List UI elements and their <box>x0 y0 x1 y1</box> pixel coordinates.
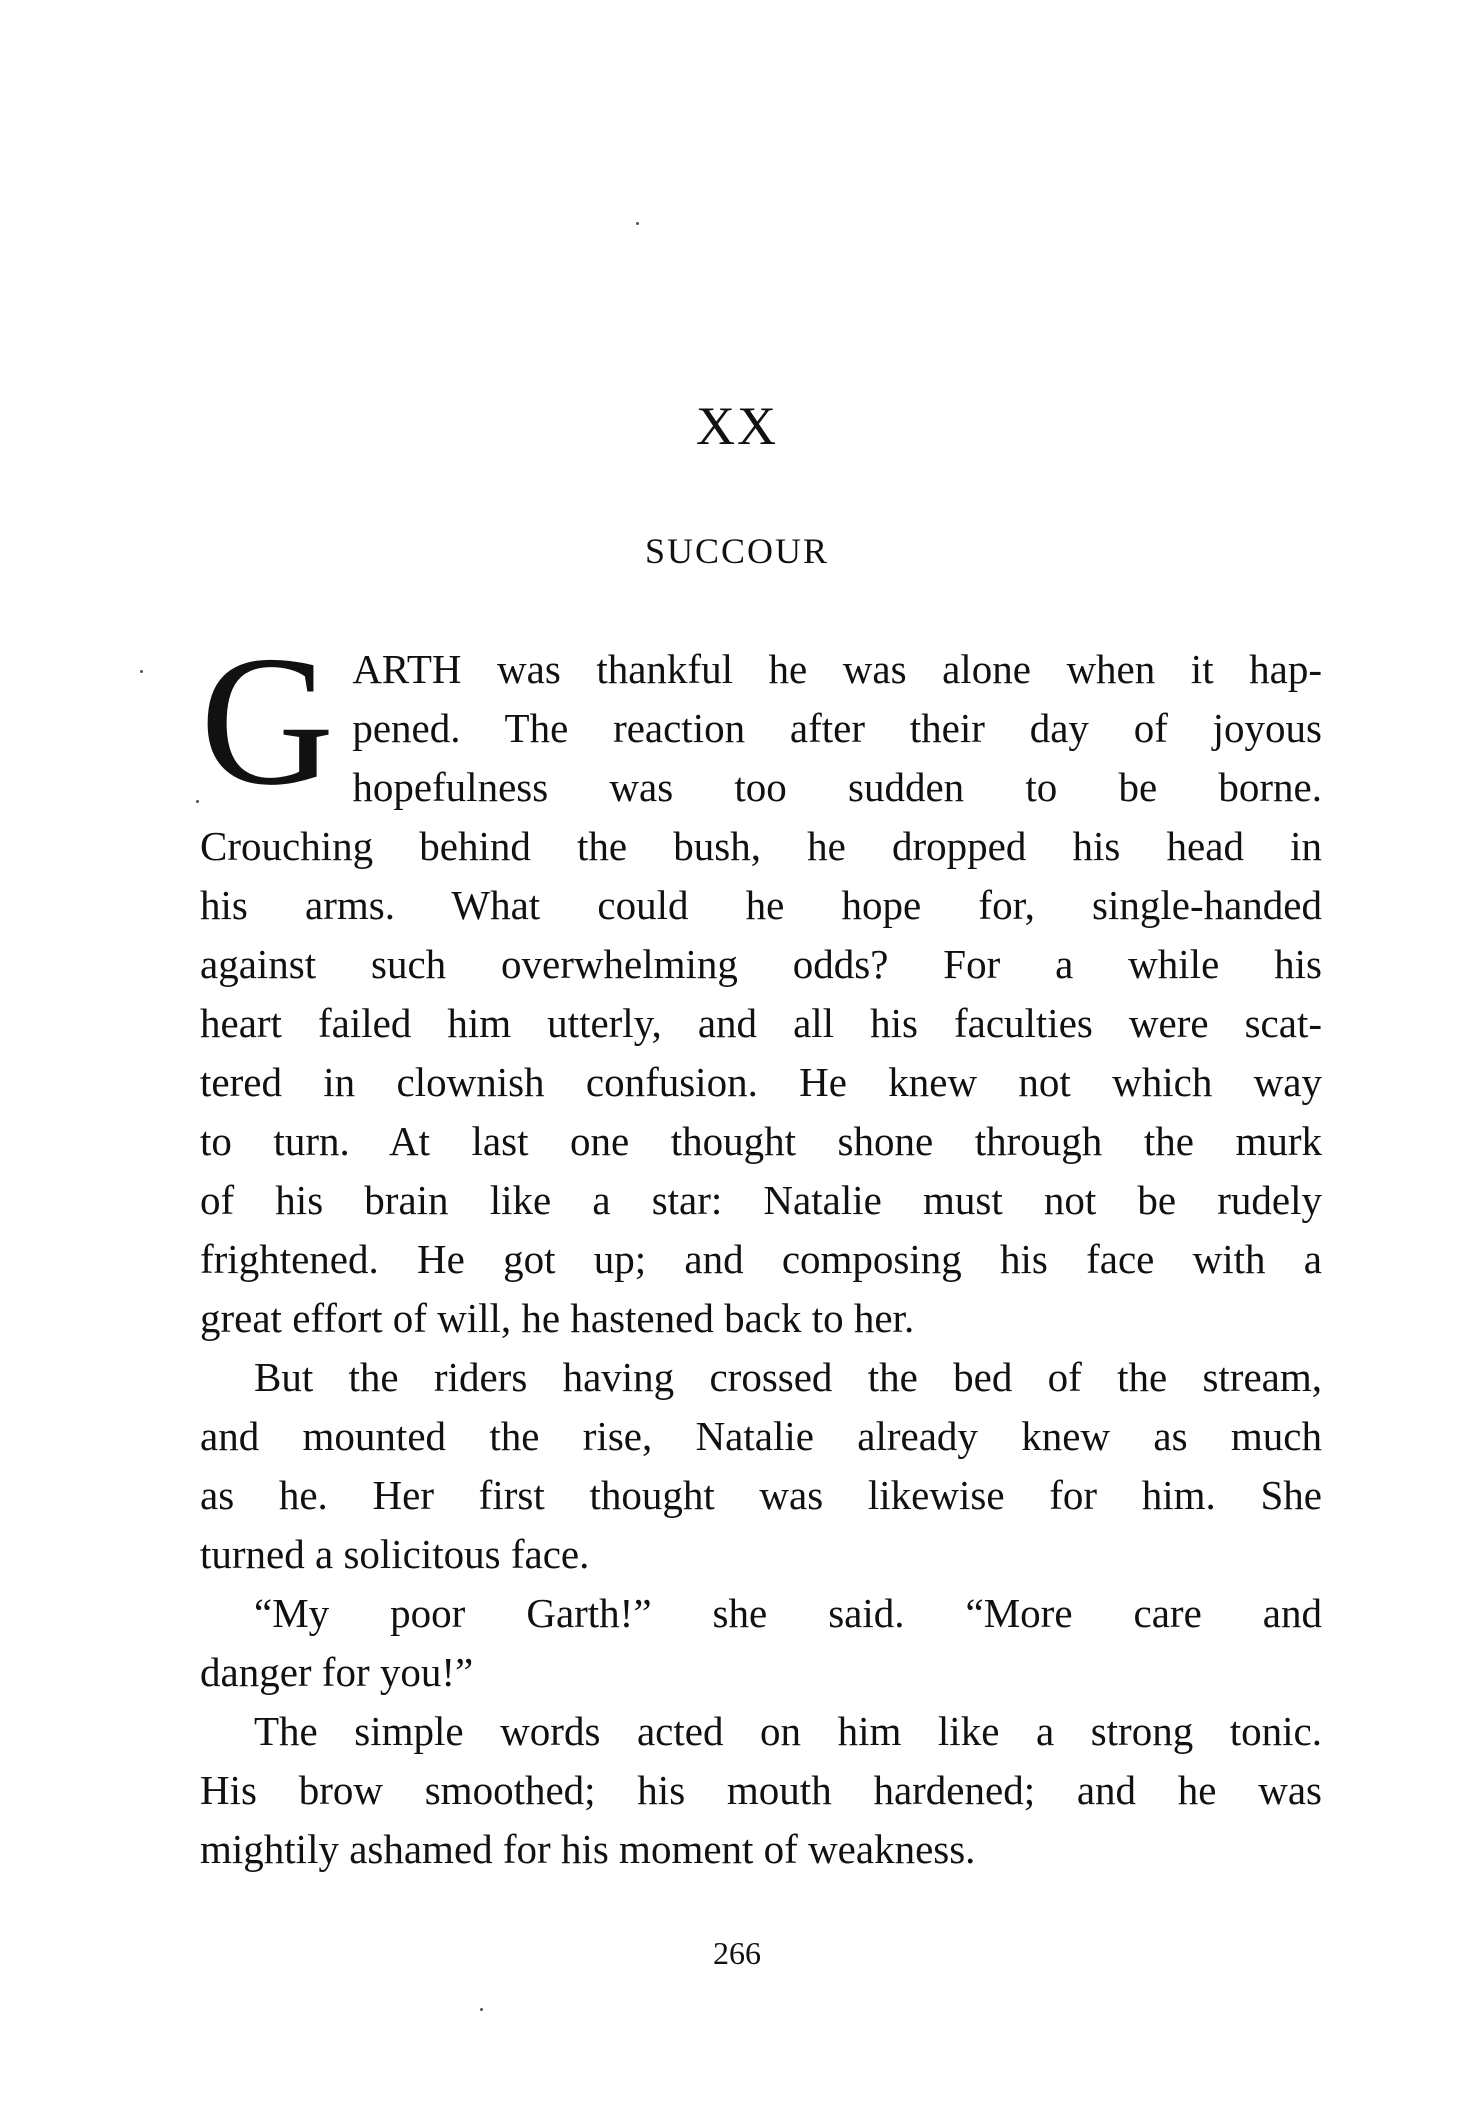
text-line: frightened. He got up; and composing his face with a <box>200 1236 1322 1282</box>
text-line: “My poor Garth!” she said. “More care and <box>254 1590 1322 1636</box>
text-line: heart failed him utterly, and all his faculties were scat- <box>200 1000 1322 1046</box>
print-speck <box>636 222 639 225</box>
text-line: pened. The reaction after their day of joyous <box>352 705 1322 751</box>
drop-cap: G <box>200 618 335 824</box>
chapter-title: SUCCOUR <box>644 531 830 571</box>
text-line: Crouching behind the bush, he dropped his head in <box>200 823 1322 869</box>
print-speck <box>196 800 199 803</box>
text-line: The simple words acted on him like a strong tonic. <box>254 1708 1322 1754</box>
text-line: tered in clownish confusion. He knew not which way <box>200 1059 1322 1105</box>
text-line: His brow smoothed; his mouth hardened; and he was <box>200 1767 1322 1813</box>
text-line: of his brain like a star: Natalie must not be rudely <box>200 1177 1322 1223</box>
body-text <box>200 618 1322 1879</box>
text-line: to turn. At last one thought shone through the murk <box>200 1118 1322 1164</box>
text-line: But the riders having crossed the bed of the stream, <box>254 1354 1322 1400</box>
text-line: danger for you!” <box>200 1649 474 1695</box>
paragraph-1 <box>200 618 1322 1348</box>
paragraph-3 <box>200 1584 1322 1702</box>
text-line: turned a solicitous face. <box>200 1531 590 1577</box>
text-line: great effort of will, he hastened back to her. <box>200 1295 915 1341</box>
text-line: against such overwhelming odds? For a while his <box>200 941 1322 987</box>
text-line: as he. Her first thought was likewise for him. She <box>200 1472 1322 1518</box>
text-line: his arms. What could he hope for, single-handed <box>200 882 1322 928</box>
page-number: 266 <box>713 1935 761 1971</box>
paragraph-2 <box>200 1348 1322 1584</box>
text-line: hopefulness was too sudden to be borne. <box>352 764 1322 810</box>
text-line: and mounted the rise, Natalie already knew as much <box>200 1413 1322 1459</box>
chapter-number: XX <box>696 396 778 456</box>
paragraph-4 <box>200 1702 1322 1879</box>
print-speck <box>140 670 143 673</box>
text-line: ARTH was thankful he was alone when it hap- <box>352 646 1322 692</box>
text-line: mightily ashamed for his moment of weakness. <box>200 1826 976 1872</box>
print-speck <box>480 2008 483 2011</box>
